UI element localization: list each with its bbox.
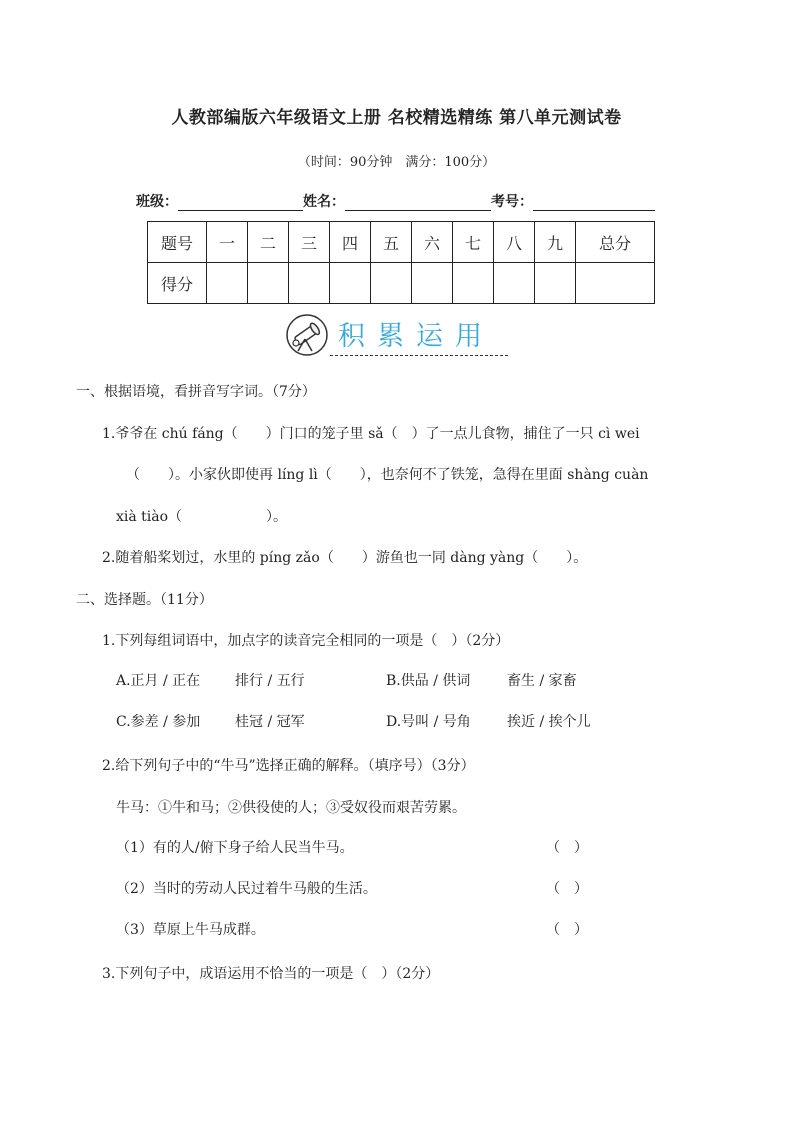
section-1-heading: 一、根据语境，看拼音写字词。（7分）	[76, 384, 316, 400]
score-cell[interactable]	[494, 263, 535, 304]
question-1-1-line-1: 1.爷爷在 chú fáng（ ）门口的笼子里 sǎ（ ）了一点儿食物，捕住了一只 cì wei	[102, 426, 640, 442]
score-cell[interactable]	[453, 263, 494, 304]
score-row-label: 得分	[148, 263, 207, 304]
niuma-definitions: 牛马：①牛和马；②供役使的人；③受奴役而艰苦劳累。	[116, 800, 466, 816]
section-banner: 积累运用	[338, 321, 494, 352]
score-header-cell: 总分	[576, 222, 655, 263]
score-header-cell: 四	[330, 222, 371, 263]
score-header-cell: 一	[207, 222, 248, 263]
section-2-heading: 二、选择题。（11分）	[76, 592, 213, 608]
option-a-pair-1: A.正月 / 正在	[116, 673, 201, 689]
exam-info: （时间：90分钟 满分：100分）	[297, 155, 496, 170]
score-cell[interactable]	[207, 263, 248, 304]
score-header-row	[148, 222, 655, 263]
page-title: 人教部编版六年级语文上册 名校精选精练 第八单元测试卷	[171, 108, 622, 128]
banner-underline	[330, 355, 508, 356]
sentence-3: （3）草原上牛马成群。	[116, 922, 265, 938]
name-label: 姓名：	[303, 194, 345, 210]
score-table	[147, 221, 655, 304]
class-label: 班级：	[136, 194, 178, 210]
option-a-pair-2: 排行 / 五行	[235, 673, 305, 689]
score-header-cell: 三	[289, 222, 330, 263]
score-cell[interactable]	[289, 263, 330, 304]
score-cell[interactable]	[248, 263, 289, 304]
number-label: 考号：	[491, 194, 533, 210]
score-header-cell: 题号	[148, 222, 207, 263]
option-b-pair-2: 畜生 / 家畜	[507, 673, 577, 689]
option-a[interactable]	[116, 670, 200, 690]
sentence-1: （1）有的人/俯下身子给人民当牛马。	[116, 840, 354, 856]
option-b-pair-1: B.供品 / 供词	[386, 673, 471, 689]
score-cell[interactable]	[371, 263, 412, 304]
question-2-2: 2.给下列句子中的“牛马”选择正确的解释。（填序号）（3分）	[102, 758, 475, 774]
class-blank[interactable]	[178, 196, 303, 211]
score-cell[interactable]	[535, 263, 576, 304]
score-cell[interactable]	[576, 263, 655, 304]
question-1-2: 2.随着船桨划过，水里的 píng zǎo（ ）游鱼也一同 dàng yàng（ ）。	[102, 550, 588, 566]
number-blank[interactable]	[533, 196, 655, 211]
score-value-row	[148, 263, 655, 304]
option-c[interactable]	[116, 711, 200, 731]
question-1-1-line-2: （ ）。小家伙即使再 líng lì（ ），也奈何不了铁笼，急得在里面 shàng cuàn	[126, 467, 649, 483]
score-header-cell: 八	[494, 222, 535, 263]
option-d[interactable]	[386, 711, 471, 731]
name-blank[interactable]	[345, 196, 491, 211]
option-d-pair-2: 挨近 / 挨个儿	[507, 714, 591, 730]
sentence-2: （2）当时的劳动人民过着牛马般的生活。	[116, 881, 377, 897]
score-header-cell: 九	[535, 222, 576, 263]
telescope-icon	[285, 313, 329, 357]
option-b[interactable]	[386, 670, 470, 690]
answer-paren-3[interactable]: （ ）	[546, 922, 588, 938]
student-fields	[136, 191, 655, 211]
score-header-cell: 七	[453, 222, 494, 263]
answer-paren-1[interactable]: （ ）	[546, 840, 588, 856]
score-header-cell: 六	[412, 222, 453, 263]
option-d-pair-1: D.号叫 / 号角	[386, 714, 471, 730]
score-header-cell: 二	[248, 222, 289, 263]
question-1-1-line-3: xià tiào（ ）。	[116, 509, 288, 525]
score-cell[interactable]	[330, 263, 371, 304]
option-c-pair-1: C.参差 / 参加	[116, 714, 201, 730]
answer-paren-2[interactable]: （ ）	[546, 881, 588, 897]
score-header-cell: 五	[371, 222, 412, 263]
question-2-1: 1.下列每组词语中，加点字的读音完全相同的一项是（ ）（2分）	[102, 633, 510, 649]
option-c-pair-2: 桂冠 / 冠军	[235, 714, 305, 730]
score-cell[interactable]	[412, 263, 453, 304]
question-2-3: 3.下列句子中，成语运用不恰当的一项是（ ）（2分）	[102, 966, 440, 982]
